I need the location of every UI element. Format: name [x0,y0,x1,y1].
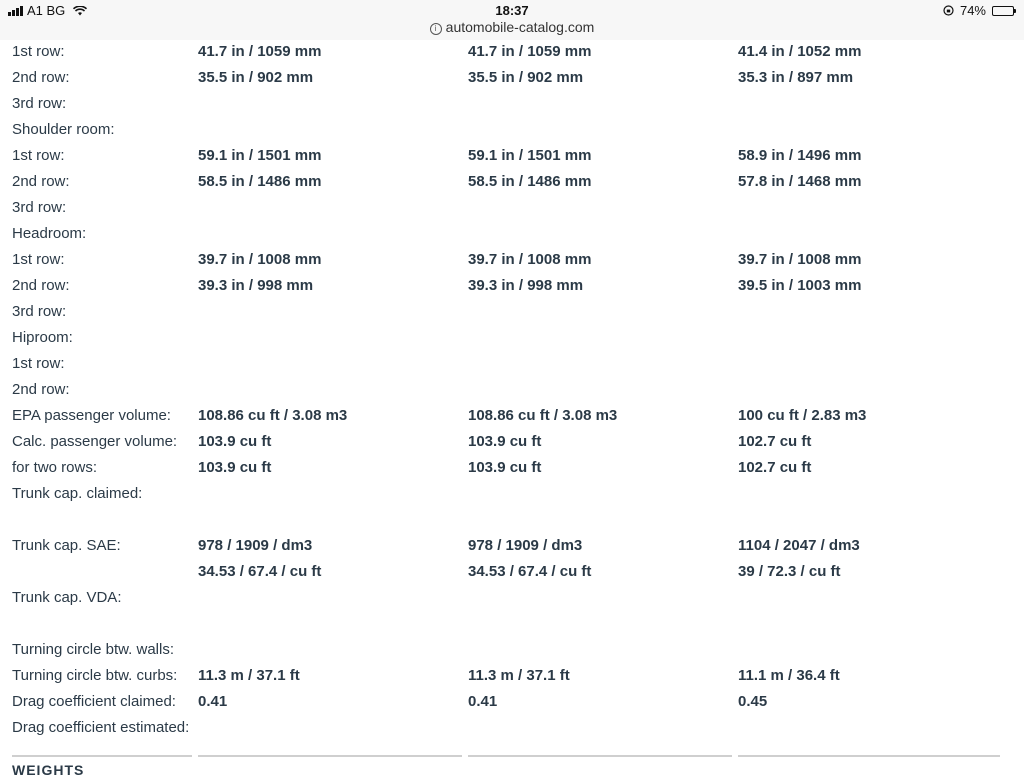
spec-row [0,689,1024,715]
spec-value: 35.5 in / 902 mm [198,69,314,86]
spec-label: 2nd row: [12,277,70,294]
spec-value: 39.7 in / 1008 mm [738,251,862,268]
spec-row [0,559,1024,585]
spec-value: 0.41 [198,693,228,710]
spec-label: 2nd row: [12,381,70,398]
spec-row [0,117,1024,143]
spec-row [0,221,1024,247]
spec-row [0,585,1024,611]
spec-value: 39.7 in / 1008 mm [198,251,322,268]
spec-row [0,273,1024,299]
spec-value: 1104 / 2047 / dm3 [738,537,860,554]
spec-row [0,91,1024,117]
spec-label: 1st row: [12,251,65,268]
spec-value: 35.5 in / 902 mm [468,69,584,86]
spec-value: 103.9 cu ft [468,433,542,450]
spec-row [0,429,1024,455]
orientation-lock-icon [943,5,954,16]
spec-label: Shoulder room: [12,121,115,138]
spec-row [0,481,1024,507]
spec-value: 57.8 in / 1468 mm [738,173,862,190]
spec-label: 1st row: [12,147,65,164]
spec-label: Trunk cap. claimed: [12,485,143,502]
spec-label: Headroom: [12,225,87,242]
spec-row [0,663,1024,689]
battery-percent: 74% [959,3,986,18]
spec-label: Hiproom: [12,329,73,346]
spec-row [0,455,1024,481]
spec-value: 11.3 m / 37.1 ft [468,667,570,684]
address-bar[interactable] [0,19,1024,35]
spec-label: EPA passenger volume: [12,407,171,424]
spec-value: 102.7 cu ft [738,459,812,476]
spec-value: 11.1 m / 36.4 ft [738,667,840,684]
section-divider [12,755,192,757]
spec-label: 2nd row: [12,69,70,86]
spec-label: for two rows: [12,459,98,476]
section-divider [468,755,732,757]
spec-value: 103.9 cu ft [198,433,272,450]
section-divider [198,755,462,757]
spec-value: 108.86 cu ft / 3.08 m3 [198,407,348,424]
spec-value: 35.3 in / 897 mm [738,69,854,86]
spec-value: 100 cu ft / 2.83 m3 [738,407,867,424]
spec-value: 11.3 m / 37.1 ft [198,667,300,684]
spec-row [0,299,1024,325]
spec-label: Turning circle btw. walls: [12,641,174,658]
spec-label: 1st row: [12,355,65,372]
spec-value: 978 / 1909 / dm3 [198,537,313,554]
spec-value: 58.5 in / 1486 mm [198,173,322,190]
spec-row [0,325,1024,351]
battery-group [943,3,1014,18]
spec-value: 59.1 in / 1501 mm [198,147,322,164]
spec-value: 41.7 in / 1059 mm [198,43,322,60]
section-heading: WEIGHTS [12,762,85,778]
spec-row [0,247,1024,273]
spec-table [0,39,1024,763]
spec-label: Drag coefficient claimed: [12,693,176,710]
spec-row [0,65,1024,91]
spec-value: 34.53 / 67.4 / cu ft [468,563,592,580]
spec-label: 3rd row: [12,303,67,320]
spec-label: 3rd row: [12,199,67,216]
spec-value: 39.3 in / 998 mm [198,277,314,294]
spec-value: 41.7 in / 1059 mm [468,43,592,60]
spec-label: 2nd row: [12,173,70,190]
spec-value: 108.86 cu ft / 3.08 m3 [468,407,618,424]
spec-value: 0.41 [468,693,498,710]
spec-label: Calc. passenger volume: [12,433,178,450]
spec-value: 59.1 in / 1501 mm [468,147,592,164]
spec-row [0,39,1024,65]
spec-value: 103.9 cu ft [468,459,542,476]
spec-value: 39.3 in / 998 mm [468,277,584,294]
spec-label: Turning circle btw. curbs: [12,667,178,684]
spec-value: 41.4 in / 1052 mm [738,43,862,60]
battery-icon [992,6,1014,16]
spec-row [0,611,1024,637]
spec-row [0,507,1024,533]
spec-value: 978 / 1909 / dm3 [468,537,583,554]
spec-value: 102.7 cu ft [738,433,812,450]
spec-row [0,637,1024,663]
spec-value: 39.5 in / 1003 mm [738,277,862,294]
clock: 18:37 [495,3,529,18]
spec-value: 0.45 [738,693,768,710]
info-icon[interactable]: i [430,23,442,35]
spec-value: 58.5 in / 1486 mm [468,173,592,190]
status-bar [0,0,1024,40]
spec-label: 1st row: [12,43,65,60]
spec-value: 103.9 cu ft [198,459,272,476]
spec-row [0,351,1024,377]
section-divider [738,755,1000,757]
spec-label: Trunk cap. SAE: [12,537,121,554]
spec-row [0,377,1024,403]
spec-value: 39.7 in / 1008 mm [468,251,592,268]
spec-row [0,533,1024,559]
spec-value: 58.9 in / 1496 mm [738,147,862,164]
spec-row [0,169,1024,195]
spec-label: Trunk cap. VDA: [12,589,122,606]
spec-label: 3rd row: [12,95,67,112]
spec-row [0,143,1024,169]
spec-value: 34.53 / 67.4 / cu ft [198,563,322,580]
url-text: automobile-catalog.com [445,19,595,35]
spec-label: Drag coefficient estimated: [12,719,190,736]
carrier-name: A1 BG [27,3,66,18]
spec-row [0,403,1024,429]
spec-row [0,195,1024,221]
spec-value: 39 / 72.3 / cu ft [738,563,841,580]
